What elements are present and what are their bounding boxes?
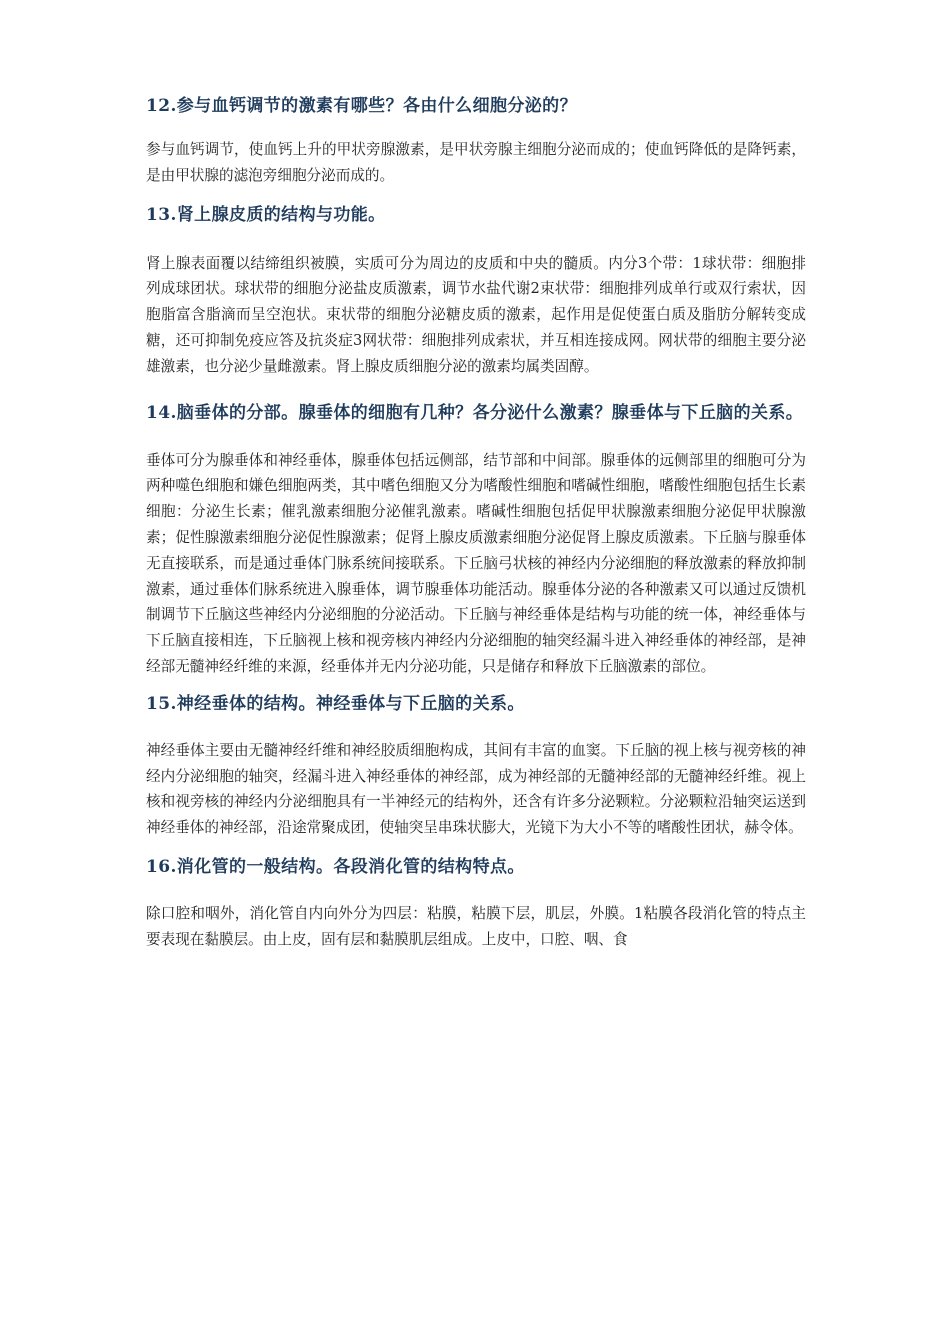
section-heading-16: 16.消化管的一般结构。各段消化管的结构特点。 — [146, 856, 525, 877]
section-body-16: 除口腔和咽外，消化管自内向外分为四层：粘膜，粘膜下层，肌层，外膜。1粘膜各段消化管的特点主要表现在黏膜层。由上皮，固有层和黏膜肌层组成。上皮中，口腔、咽、食 — [146, 904, 806, 948]
section-heading-12: 12.参与血钙调节的激素有哪些？各由什么细胞分泌的？ — [146, 96, 577, 116]
section-heading-14: 14.脑垂体的分部。腺垂体的细胞有几种？各分泌什么激素？腺垂体与下丘脑的关系。 — [146, 402, 804, 423]
document-page — [146, 88, 806, 953]
section-heading-13: 13.肾上腺皮质的结构与功能。 — [146, 204, 386, 225]
section-body-13: 肾上腺表面覆以结缔组织被膜，实质可分为周边的皮质和中央的髓质。内分3个带：1球状带：细胞排列成球团状。球状带的细胞分泌盐皮质激素，调节水盐代谢2束状带：细胞排列成单行或双行索状，因胞脂富含脂滴而呈空泡状。束状带的细胞分泌糖皮质的激素，起作用是促使蛋白质及脂肪分解转变成糖，还可抑制免疫应答及抗炎症3网状带：细胞排列成索状，并互相连接成网。网状带的细胞主要分泌雄激素，也分泌少量雌激素。肾上腺皮质细胞分泌的激素均属类固醇。 — [146, 254, 806, 375]
section-body-12: 参与血钙调节，使血钙上升的甲状旁腺激素，是甲状旁腺主细胞分泌而成的；使血钙降低的是降钙素，是由甲状腺的滤泡旁细胞分泌而成的。 — [146, 141, 806, 184]
section-heading-15: 15.神经垂体的结构。神经垂体与下丘脑的关系。 — [146, 693, 525, 714]
section-body-15: 神经垂体主要由无髓神经纤维和神经胶质细胞构成，其间有丰富的血窦。下丘脑的视上核与视旁核的神经内分泌细胞的轴突，经漏斗进入神经垂体的神经部，成为神经部的无髓神经部的无髓神经纤维。视上核和视旁核的神经内分泌细胞具有一半神经元的结构外，还含有许多分泌颗粒。分泌颗粒沿轴突运送到神经垂体的神经部，沿途常聚成团，使轴突呈串珠状膨大，光镜下为大小不等的嗜酸性团状，赫令体。 — [146, 741, 806, 837]
section-body-14: 垂体可分为腺垂体和神经垂体，腺垂体包括远侧部，结节部和中间部。腺垂体的远侧部里的细胞可分为两种噬色细胞和嫌色细胞两类，其中嗜色细胞又分为嗜酸性细胞和嗜碱性细胞，嗜酸性细胞包括生长素细胞：分泌生长素；催乳激素细胞分泌催乳激素。嗜碱性细胞包括促甲状腺激素细胞分泌促甲状腺激素；促性腺激素细胞分泌促性腺激素；促肾上腺皮质激素细胞分泌促肾上腺皮质激素。下丘脑与腺垂体无直接联系，而是通过垂体门脉系统间接联系。下丘脑弓状核的神经内分泌细胞的释放激素的释放抑制激素，通过垂体们脉系统进入腺垂体，调节腺垂体功能活动。腺垂体分泌的各种激素又可以通过反馈机制调节下丘脑这些神经内分泌细胞的分泌活动。下丘脑与神经垂体是结构与功能的统一体，神经垂体与下丘脑直接相连，下丘脑视上核和视旁核内神经内分泌细胞的轴突经漏斗进入神经垂体的神经部，是神经部无髓神经纤维的来源，经垂体并无内分泌功能，只是储存和释放下丘脑激素的部位。 — [146, 451, 806, 675]
